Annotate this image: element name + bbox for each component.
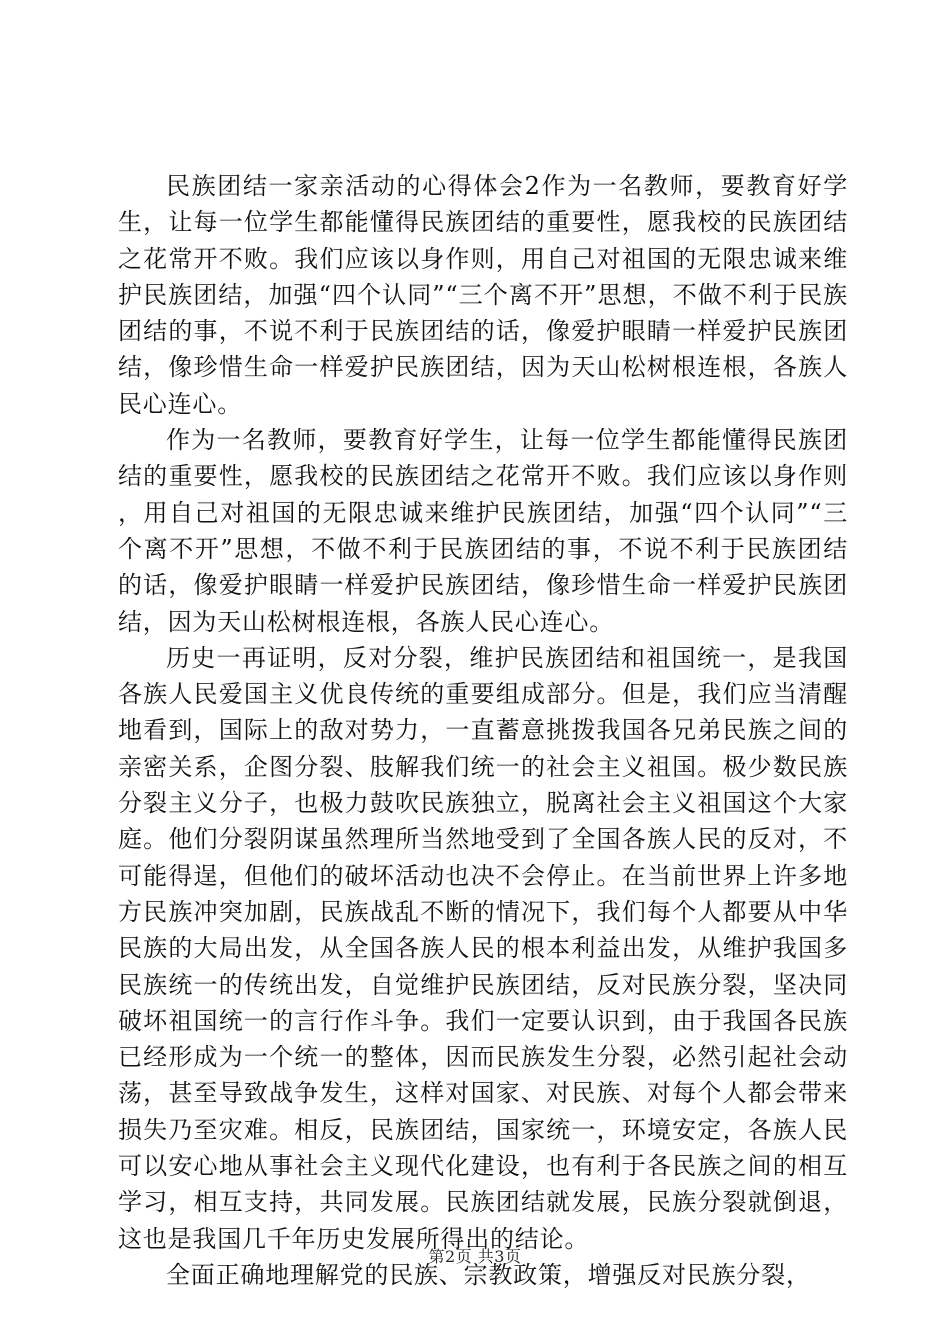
- document-body: [118, 168, 848, 1293]
- page-number-label: 第2页 共3页: [428, 1247, 522, 1266]
- paragraph-4: 全面正确地理解党的民族、宗教政策，增强反对民族分裂，: [166, 1260, 811, 1289]
- paragraph-2: 作为一名教师，要教育好学生，让每一位学生都能懂得民族团结的重要性，愿我校的民族团结之花常开不败。我们应该以身作则，用自己对祖国的无限忠诚来维护民族团结，加强“四个认同”“三个离不开”思想，不做不利于民族团结的事，不说不利于民族团结的话，像爱护眼睛一样爱护民族团结，像珍惜生命一样爱护民族团结，因为天山松树根连根，各族人民心连心。: [118, 426, 848, 636]
- page-footer: [0, 1247, 950, 1267]
- paragraph-1: 民族团结一家亲活动的心得体会2作为一名教师，要教育好学生，让每一位学生都能懂得民族团结的重要性，愿我校的民族团结之花常开不败。我们应该以身作则，用自己对祖国的无限忠诚来维护民族团结，加强“四个认同”“三个离不开”思想，不做不利于民族团结的事，不说不利于民族团结的话，像爱护眼睛一样爱护民族团结，像珍惜生命一样爱护民族团结，因为天山松树根连根，各族人民心连心。: [118, 172, 848, 418]
- paragraph-3: 历史一再证明，反对分裂，维护民族团结和祖国统一，是我国各族人民爱国主义优良传统的重要组成部分。但是，我们应当清醒地看到，国际上的敌对势力，一直蓄意挑拨我国各兄弟民族之间的亲密关系，企图分裂、肢解我们统一的社会主义祖国。极少数民族分裂主义分子，也极力鼓吹民族独立，脱离社会主义祖国这个大家庭。他们分裂阴谋虽然理所当然地受到了全国各族人民的反对，不可能得逞，但他们的破坏活动也决不会停止。在当前世界上许多地方民族冲突加剧，民族战乱不断的情况下，我们每个人都要从中华民族的大局出发，从全国各族人民的根本利益出发，从维护我国多民族统一的传统出发，自觉维护民族团结，反对民族分裂，坚决同破坏祖国统一的言行作斗争。我们一定要认识到，由于我国各民族已经形成为一个统一的整体，因而民族发生分裂，必然引起社会动荡，甚至导致战争发生，这样对国家、对民族、对每个人都会带来损失乃至灾难。相反，民族团结，国家统一，环境安定，各族人民可以安心地从事社会主义现代化建设，也有利于各民族之间的相互学习，相互支持，共同发展。民族团结就发展，民族分裂就倒退，这也是我国几千年历史发展所得出的结论。: [118, 643, 848, 1253]
